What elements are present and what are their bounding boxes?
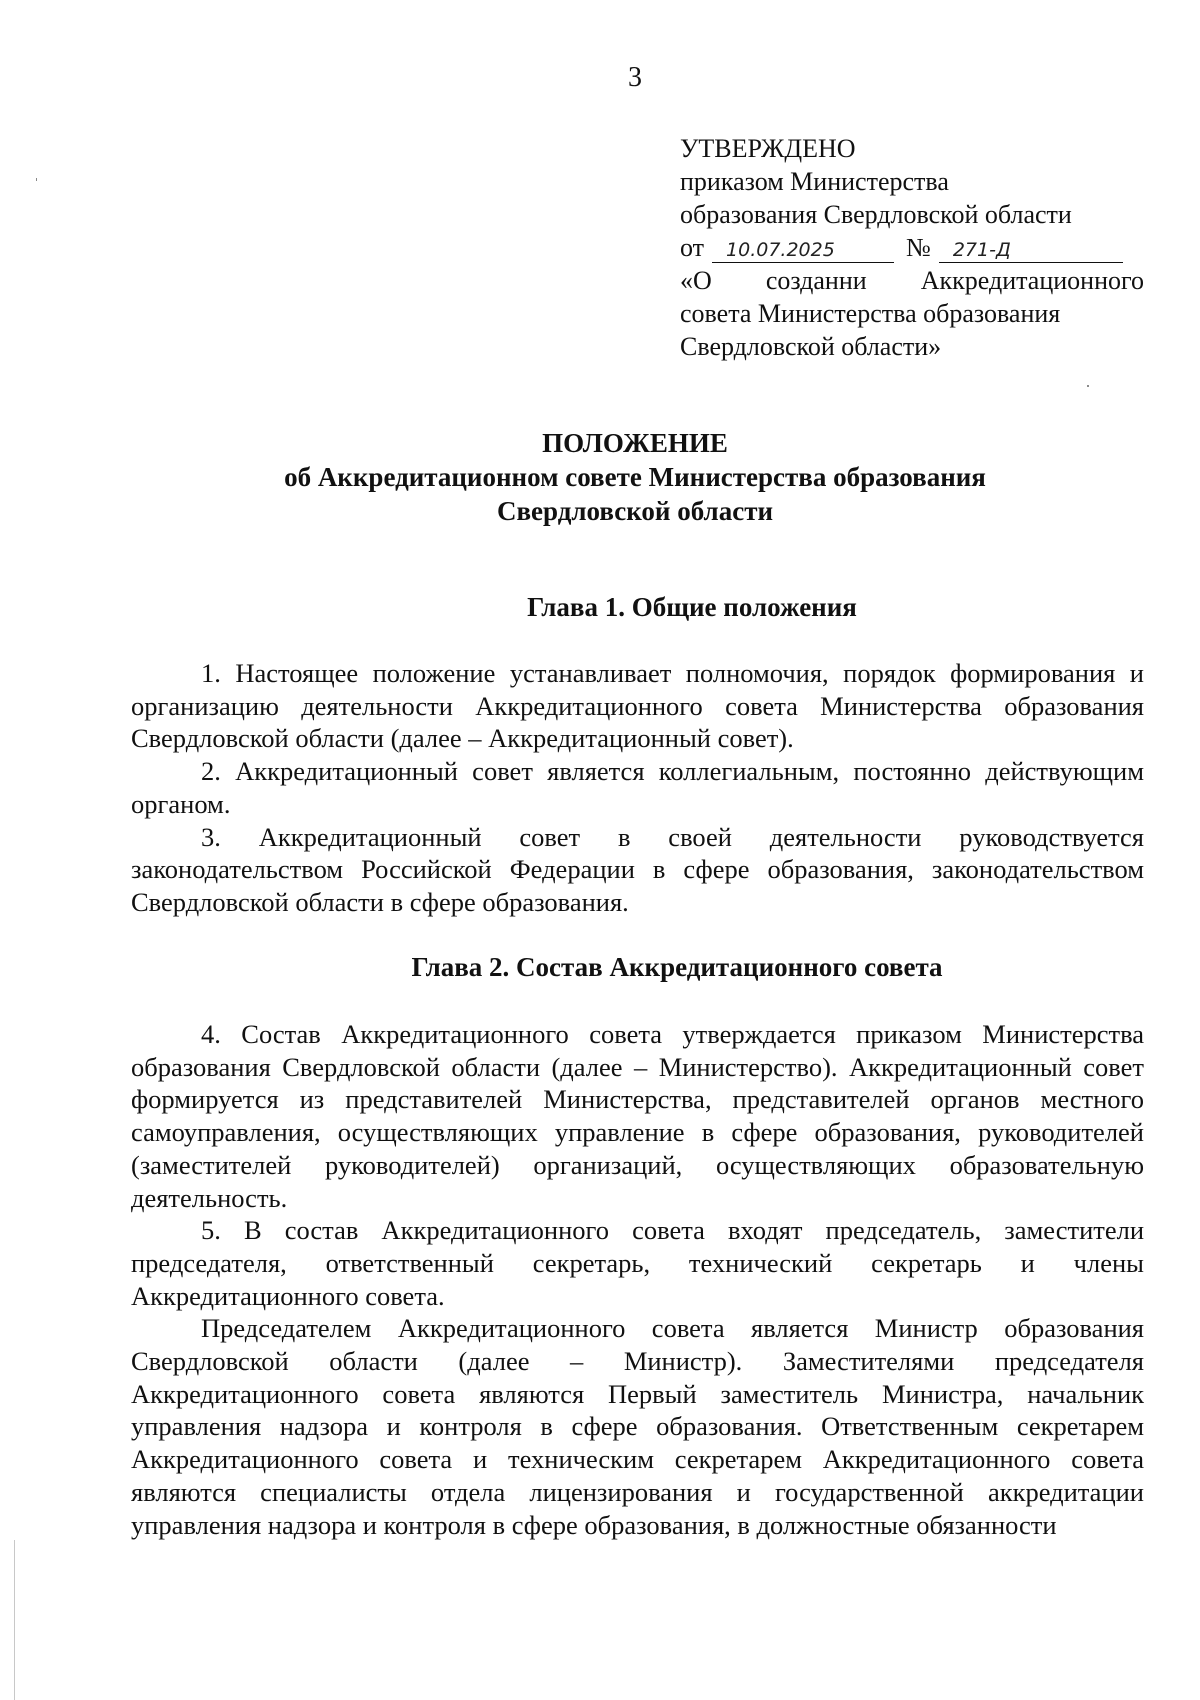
chapter-2-body <box>131 1018 1144 1541</box>
number-label: № <box>906 233 931 262</box>
page-number: 3 <box>628 62 642 93</box>
paragraph-4: 4. Состав Аккредитационного совета утверждается приказом Министерства образования Свердловской области (далее – Министерство). Аккредитационный совет формируется из представителей Министерства, представителей органов местного самоуправления, осуществляющих управление в сфере образования, руководителей (заместителей руководителей) организаций, осуществляющих образовательную деятельность. <box>131 1019 1144 1213</box>
title-line-1: ПОЛОЖЕНИЕ <box>542 428 728 458</box>
from-label: от <box>680 233 705 262</box>
scan-speck <box>36 178 37 181</box>
chapter-1-heading: Глава 1. Общие положения <box>527 592 857 622</box>
approval-line-1: приказом Министерства <box>680 167 949 196</box>
chapter-2-heading: Глава 2. Состав Аккредитационного совета <box>411 952 943 982</box>
approval-heading: УТВЕРЖДЕНО <box>680 134 856 163</box>
approval-line-2: образования Свердловской области <box>680 200 1072 229</box>
document-title <box>0 426 1200 528</box>
handwritten-number: 271-Д <box>939 238 1123 263</box>
paragraph-chairman: Председателем Аккредитационного совета является Министр образования Свердловской области (далее – Министр). Заместителями председателя Аккредитационного совета являются Первый заместитель Министра, начальник управления надзора и контроля в сфере образования. Ответственным секретарем Аккредитационного совета и техническим секретарем Аккредитационного совета являются специалисты отдела лицензирования и государственной аккредитации управления надзора и контроля в сфере образования, в должностные обязанности <box>131 1313 1144 1540</box>
order-title-line-1: «О созданни Аккредитационного <box>680 266 1144 295</box>
paragraph-3: 3. Аккредитационный совет в своей деятельности руководствуется законодательством Российской Федерации в сфере образования, законодательством Свердловской области в сфере образования. <box>131 821 1144 917</box>
title-line-2: об Аккредитационном совете Министерства образования <box>284 462 986 492</box>
scan-edge-line <box>14 1540 15 1700</box>
approval-block <box>680 132 1144 363</box>
paragraph-2: 2. Аккредитационный совет является коллегиальным, постоянно действующим органом. <box>131 756 1144 819</box>
handwritten-date: 10.07.2025 <box>712 238 894 263</box>
order-title-line-2: совета Министерства образования <box>680 299 1061 328</box>
order-date-number-line <box>680 231 1144 264</box>
order-title-line-3: Свердловской области» <box>680 332 942 361</box>
scan-speck-right <box>1087 385 1089 387</box>
title-line-3: Свердловской области <box>496 496 774 526</box>
paragraph-5: 5. В состав Аккредитационного совета входят председатель, заместители председателя, ответственный секретарь, технический секретарь и члены Аккредитационного совета. <box>131 1215 1144 1311</box>
paragraph-1: 1. Настоящее положение устанавливает полномочия, порядок формирования и организацию деятельности Аккредитационного совета Министерства образования Свердловской области (далее – Аккредитационный совет). <box>131 658 1144 754</box>
chapter-1-body <box>131 657 1144 919</box>
